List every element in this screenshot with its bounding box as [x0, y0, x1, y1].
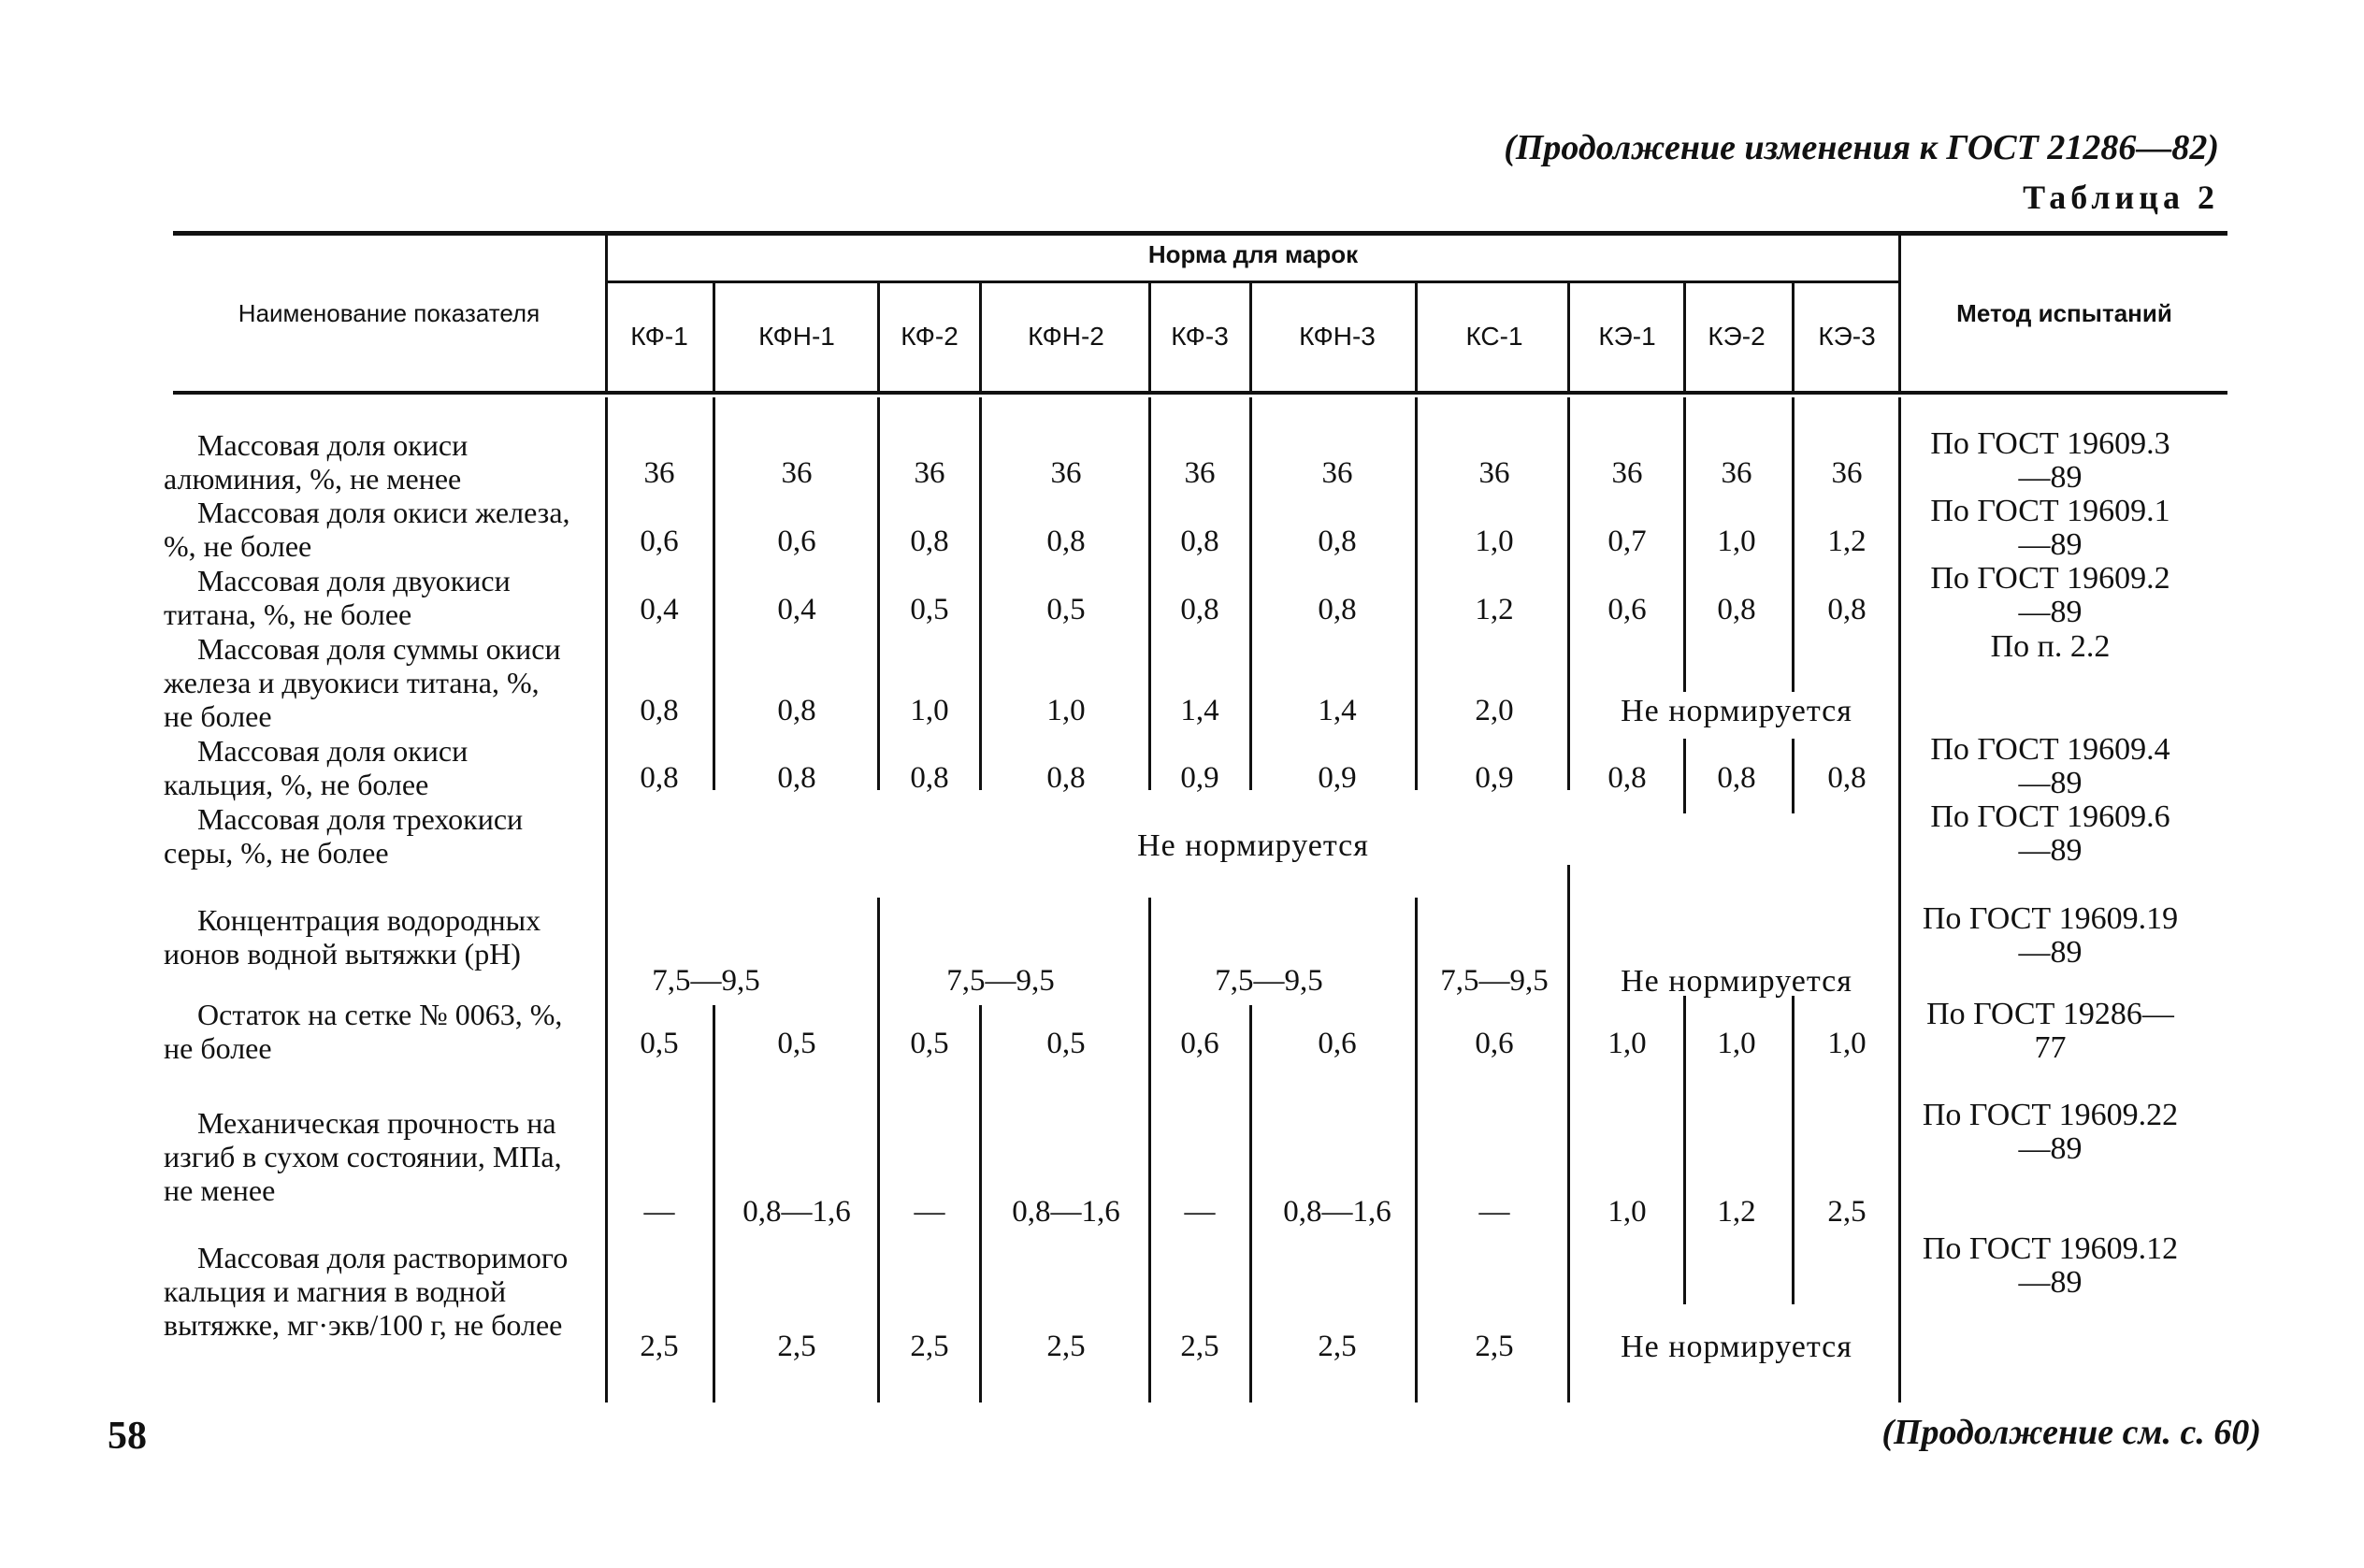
value-cell: 2,5	[1318, 1330, 1357, 1363]
body-column-divider	[1567, 397, 1570, 790]
body-column-divider	[1148, 898, 1151, 1403]
body-column-divider	[1792, 739, 1795, 813]
table-top-rule	[173, 231, 2227, 236]
value-cell: 0,5	[1046, 593, 1086, 626]
value-cell: 0,9	[1475, 761, 1514, 795]
test-method: По ГОСТ 19609.2—89	[1930, 561, 2170, 629]
not-normalized-note: Не нормируется	[1621, 1330, 1852, 1364]
value-cell: —	[1184, 1195, 1216, 1229]
mark-header: КЭ-1	[1598, 322, 1656, 351]
value-cell: 1,0	[1475, 525, 1514, 558]
value-cell: 0,6	[1318, 1027, 1357, 1060]
value-cell: 1,4	[1180, 694, 1219, 727]
value-cell: 36	[914, 456, 945, 490]
value-cell: 36	[781, 456, 813, 490]
value-cell: 0,8—1,6	[1283, 1195, 1391, 1229]
indicator-name: Остаток на сетке № 0063, %, не более	[164, 998, 563, 1065]
value-cell: 36	[1321, 456, 1353, 490]
body-divider-left	[605, 397, 608, 1403]
value-cell: 0,8	[1318, 593, 1357, 626]
value-cell: 0,8—1,6	[742, 1195, 851, 1229]
page-number: 58	[108, 1415, 147, 1458]
value-cell: 0,8	[777, 761, 816, 795]
value-cell: 1,0	[1717, 525, 1756, 558]
value-cell: 0,8	[1046, 525, 1086, 558]
value-cell: 0,8	[640, 761, 679, 795]
value-cell: 0,6	[1607, 593, 1647, 626]
test-method: По ГОСТ 19609.12—89	[1922, 1231, 2179, 1300]
value-cell: 2,5	[1180, 1330, 1219, 1363]
body-column-divider	[1148, 397, 1151, 790]
mark-column-divider	[1249, 283, 1252, 391]
value-cell: 7,5—9,5	[652, 964, 760, 998]
value-cell: 0,6	[1180, 1027, 1219, 1060]
body-column-divider	[1683, 996, 1686, 1304]
value-cell: 2,5	[910, 1330, 949, 1363]
value-cell: 1,4	[1318, 694, 1357, 727]
value-cell: 0,6	[1475, 1027, 1514, 1060]
indicator-name: Массовая доля двуокиси титана, %, не более	[164, 564, 511, 631]
value-cell: 0,5	[1046, 1027, 1086, 1060]
value-cell: 0,4	[777, 593, 816, 626]
indicator-name: Массовая доля растворимого кальция и магния в водной вытяжке, мг·экв/100 г, не более	[164, 1241, 569, 1342]
value-cell: 0,8	[910, 761, 949, 795]
value-cell: 0,7	[1607, 525, 1647, 558]
value-cell: 2,5	[1046, 1330, 1086, 1363]
body-column-divider	[1415, 397, 1418, 790]
table-label: Таблица 2	[2023, 179, 2219, 216]
body-column-divider	[1249, 1005, 1252, 1403]
not-normalized-note: Не нормируется	[1621, 694, 1852, 728]
value-cell: 1,0	[1046, 694, 1086, 727]
value-cell: —	[643, 1195, 675, 1229]
norm-header-rule	[607, 281, 1901, 283]
mark-column-divider	[1567, 283, 1570, 391]
value-cell: 7,5—9,5	[1440, 964, 1549, 998]
value-cell: 0,8	[1180, 525, 1219, 558]
value-cell: 0,8	[910, 525, 949, 558]
test-method: По ГОСТ 19609.1—89	[1930, 494, 2170, 562]
value-cell: 0,6	[777, 525, 816, 558]
indicator-name: Массовая доля окиси алюминия, %, не менее	[164, 428, 468, 496]
value-cell: 2,5	[1827, 1195, 1867, 1229]
test-method: По ГОСТ 19609.6—89	[1930, 799, 2170, 868]
value-cell: 1,2	[1717, 1195, 1756, 1229]
body-column-divider	[979, 1005, 982, 1403]
mark-column-divider	[877, 283, 880, 391]
value-cell: —	[1478, 1195, 1510, 1229]
value-cell: 0,8	[1607, 761, 1647, 795]
body-column-divider	[877, 898, 880, 1403]
mark-header: КФ-1	[630, 322, 688, 351]
value-cell: 7,5—9,5	[946, 964, 1055, 998]
norm-header: Норма для марок	[1147, 240, 1359, 268]
value-cell: 0,8	[1180, 593, 1219, 626]
page-header: (Продолжение изменения к ГОСТ 21286—82)	[1504, 128, 2219, 167]
header-bottom-rule	[173, 391, 2227, 395]
value-cell: 0,8	[1717, 761, 1756, 795]
body-column-divider	[979, 397, 982, 790]
method-header: Метод испытаний	[1956, 299, 2172, 327]
mark-column-divider	[979, 283, 982, 391]
value-cell: 0,8	[640, 694, 679, 727]
value-cell: 0,4	[640, 593, 679, 626]
mark-header: КФН-2	[1028, 322, 1104, 351]
value-cell: 0,8	[1046, 761, 1086, 795]
body-column-divider	[1415, 898, 1418, 1403]
body-column-divider	[1683, 739, 1686, 813]
mark-header: КЭ-2	[1708, 322, 1766, 351]
value-cell: 36	[1721, 456, 1752, 490]
continuation-note: (Продолжение см. с. 60)	[1881, 1413, 2261, 1452]
value-cell: 2,5	[777, 1330, 816, 1363]
mark-column-divider	[1148, 283, 1151, 391]
mark-header: КФ-2	[901, 322, 959, 351]
value-cell: 1,0	[1717, 1027, 1756, 1060]
value-cell: 36	[1611, 456, 1643, 490]
mark-column-divider	[1415, 283, 1418, 391]
mark-header: КФ-3	[1171, 322, 1229, 351]
test-method: По ГОСТ 19609.19—89	[1922, 901, 2179, 970]
not-normalized-note: Не нормируется	[1137, 828, 1369, 863]
value-cell: 36	[1478, 456, 1510, 490]
value-cell: 1,0	[910, 694, 949, 727]
value-cell: 0,8	[777, 694, 816, 727]
mark-header: КС-1	[1465, 322, 1523, 351]
mark-column-divider	[713, 283, 715, 391]
not-normalized-note: Не нормируется	[1621, 964, 1852, 999]
value-cell: 2,5	[1475, 1330, 1514, 1363]
value-cell: 0,5	[640, 1027, 679, 1060]
mark-header: КФН-3	[1299, 322, 1376, 351]
value-cell: 1,0	[1607, 1195, 1647, 1229]
indicator-name: Концентрация водородных ионов водной вытяжки (рН)	[164, 903, 541, 971]
body-column-divider	[1683, 397, 1686, 692]
value-cell: 0,9	[1318, 761, 1357, 795]
body-column-divider	[877, 397, 880, 790]
value-cell: 1,0	[1827, 1027, 1867, 1060]
value-cell: 0,6	[640, 525, 679, 558]
body-divider-right	[1898, 397, 1901, 1403]
body-column-divider	[1792, 996, 1795, 1304]
indicator-name: Массовая доля окиси железа, %, не более	[164, 496, 570, 563]
value-cell: 0,8	[1717, 593, 1756, 626]
value-cell: 0,8	[1827, 593, 1867, 626]
value-cell: 0,8	[1827, 761, 1867, 795]
body-column-divider	[1249, 397, 1252, 790]
value-cell: 1,2	[1475, 593, 1514, 626]
test-method: По п. 2.2	[1990, 629, 2111, 664]
value-cell: 36	[1831, 456, 1863, 490]
value-cell: 0,5	[910, 1027, 949, 1060]
test-method: По ГОСТ 19609.4—89	[1930, 732, 2170, 800]
value-cell: 0,9	[1180, 761, 1219, 795]
value-cell: 2,5	[640, 1330, 679, 1363]
mark-column-divider	[1792, 283, 1795, 391]
indicator-name: Массовая доля трехокиси серы, %, не более	[164, 802, 524, 870]
value-cell: 0,5	[910, 593, 949, 626]
mark-header: КЭ-3	[1818, 322, 1876, 351]
value-cell: 1,0	[1607, 1027, 1647, 1060]
body-column-divider	[713, 1005, 715, 1403]
value-cell: 1,2	[1827, 525, 1867, 558]
value-cell: 0,8	[1318, 525, 1357, 558]
body-column-divider	[713, 397, 715, 790]
indicator-name: Механическая прочность на изгиб в сухом состоянии, МПа, не менее	[164, 1106, 562, 1207]
mark-header: КФН-1	[758, 322, 835, 351]
value-cell: 7,5—9,5	[1215, 964, 1323, 998]
body-column-divider	[1567, 865, 1570, 1403]
mark-column-divider	[1683, 283, 1686, 391]
value-cell: 0,8—1,6	[1012, 1195, 1120, 1229]
indicator-name: Массовая доля суммы окиси железа и двуокиси титана, %, не более	[164, 632, 561, 733]
test-method: По ГОСТ 19609.3—89	[1930, 426, 2170, 495]
value-cell: —	[914, 1195, 945, 1229]
value-cell: 2,0	[1475, 694, 1514, 727]
value-cell: 36	[1050, 456, 1082, 490]
indicator-header: Наименование показателя	[238, 299, 541, 327]
test-method: По ГОСТ 19286—77	[1926, 997, 2174, 1065]
value-cell: 0,5	[777, 1027, 816, 1060]
body-column-divider	[1792, 397, 1795, 692]
value-cell: 36	[1184, 456, 1216, 490]
test-method: По ГОСТ 19609.22—89	[1922, 1098, 2179, 1166]
value-cell: 36	[643, 456, 675, 490]
indicator-name: Массовая доля окиси кальция, %, не более	[164, 734, 468, 801]
